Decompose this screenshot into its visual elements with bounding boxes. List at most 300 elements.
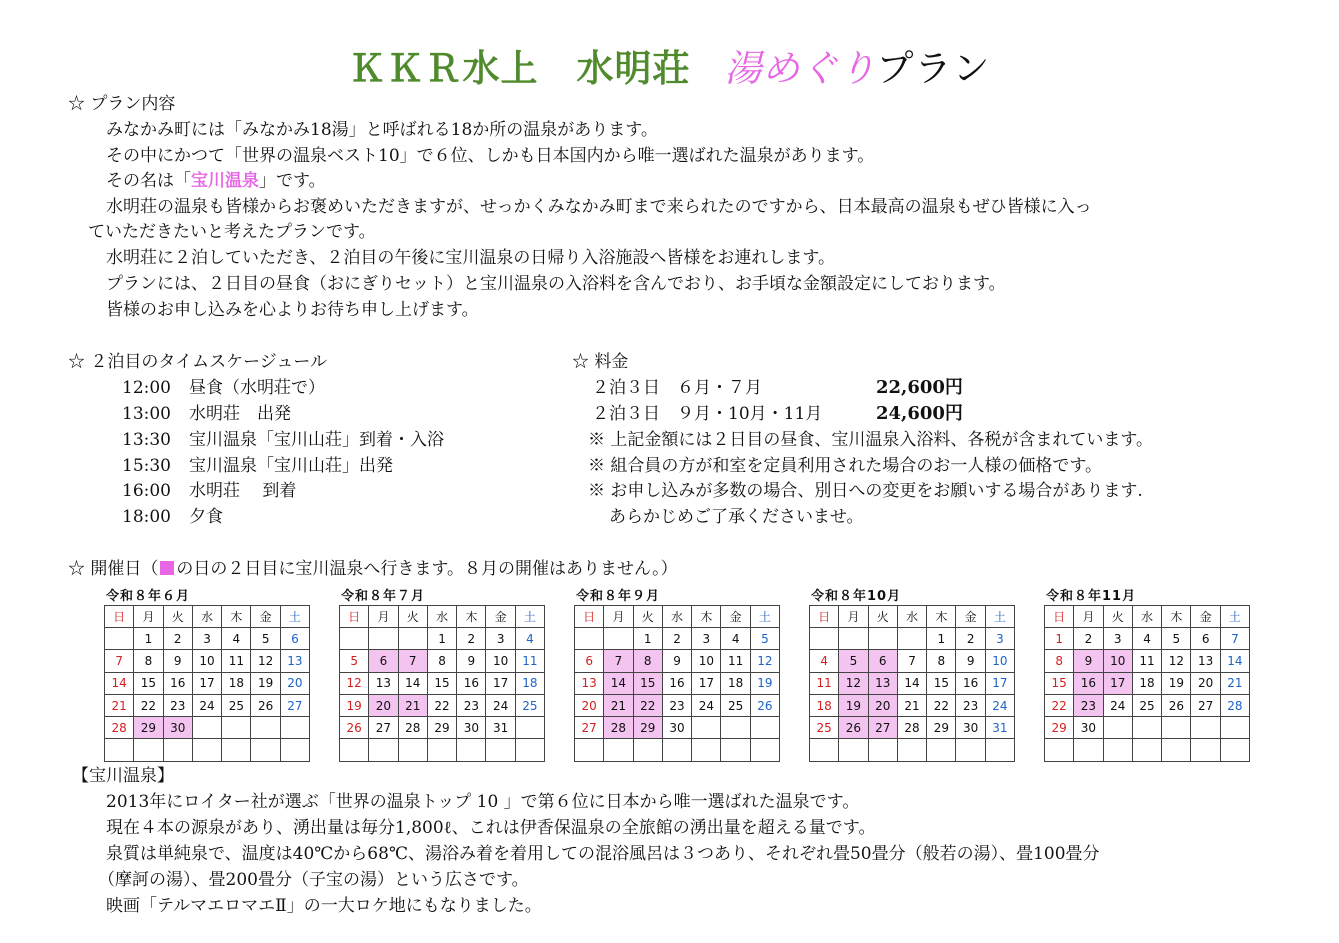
calendar-empty-cell <box>662 739 691 761</box>
calendar-day: 29 <box>427 717 456 739</box>
calendar-day: 20 <box>280 672 309 694</box>
calendar-week-row <box>340 694 545 716</box>
calendar-day: 12 <box>1162 650 1191 672</box>
calendar-week-row <box>105 672 310 694</box>
calendar-day: 5 <box>1162 628 1191 650</box>
calendar-week-row <box>1045 694 1250 716</box>
calendar-day: 20 <box>369 694 398 716</box>
weekday-label: 火 <box>1103 606 1132 628</box>
calendar-day: 16 <box>662 672 691 694</box>
calendar-day: 15 <box>1045 672 1074 694</box>
calendar-day: 8 <box>1045 650 1074 672</box>
calendar-day: 21 <box>1220 672 1249 694</box>
calendar-empty-cell <box>956 739 985 761</box>
calendar-day: 3 <box>1103 628 1132 650</box>
calendar-day: 13 <box>369 672 398 694</box>
calendar-week-row <box>105 650 310 672</box>
calendar-empty-cell <box>1103 717 1132 739</box>
calendar-day: 21 <box>105 694 134 716</box>
highlight-swatch <box>160 561 174 575</box>
calendar-day: 3 <box>985 628 1014 650</box>
calendar-day: 9 <box>163 650 192 672</box>
page-title <box>0 38 1339 92</box>
calendar-day: 26 <box>251 694 280 716</box>
weekday-label: 月 <box>1074 606 1103 628</box>
plan-line-7: プランには、２日目の昼食（おにぎりセット）と宝川温泉の入浴料を含んでおり、お手頃な金額設定にしております。 <box>106 274 1006 294</box>
calendar-week-row <box>105 694 310 716</box>
calendar-day: 28 <box>105 717 134 739</box>
title-hotel: ＫＫＲ水上 水明荘 <box>348 46 691 90</box>
calendar-title: 令和８年10月 <box>811 589 902 604</box>
schedule-heading: ☆ ２泊目のタイムスケージュール <box>68 352 328 372</box>
calendar-day: 9 <box>457 650 486 672</box>
calendar-week-row <box>340 739 545 761</box>
calendar-day: 24 <box>692 694 721 716</box>
calendar-day: 17 <box>1103 672 1132 694</box>
weekday-label: 水 <box>662 606 691 628</box>
takara-line-4: （摩訶の湯）、畳200畳分（子宝の湯）という広さです。 <box>98 870 529 890</box>
calendar-week-row <box>575 672 780 694</box>
calendar-week-row <box>340 650 545 672</box>
calendar-empty-cell <box>575 739 604 761</box>
weekday-label: 木 <box>222 606 251 628</box>
calendar-empty-cell <box>692 739 721 761</box>
dates-heading-pre: ☆ 開催日（ <box>68 559 159 579</box>
calendar-day: 30 <box>163 717 192 739</box>
calendar-empty-cell <box>1132 739 1161 761</box>
calendar-empty-cell <box>192 739 221 761</box>
calendar-day: 8 <box>134 650 163 672</box>
calendar-empty-cell <box>575 628 604 650</box>
weekday-label: 日 <box>105 606 134 628</box>
calendar-table <box>104 605 310 762</box>
calendar-empty-cell <box>897 739 926 761</box>
takara-line-3: 泉質は単純泉で、温度は40℃から68℃、湯浴み着を着用しての混浴風呂は３つあり、それぞれ畳50畳分（般若の湯）、畳100畳分 <box>106 844 1100 864</box>
calendar-empty-cell <box>515 717 544 739</box>
plan-line-1: みなかみ町には「みなかみ18湯」と呼ばれる18か所の温泉があります。 <box>106 120 658 140</box>
calendar-week-row <box>810 739 1015 761</box>
calendar-day: 7 <box>897 650 926 672</box>
calendar-day: 13 <box>1191 650 1220 672</box>
calendar-day: 3 <box>192 628 221 650</box>
calendar-day: 6 <box>868 650 897 672</box>
weekday-label: 木 <box>692 606 721 628</box>
calendar-empty-cell <box>897 628 926 650</box>
plan-line-3 <box>106 170 326 192</box>
calendar-day: 25 <box>810 717 839 739</box>
calendar-title: 令和８年７月 <box>341 589 426 604</box>
calendar-day: 9 <box>662 650 691 672</box>
calendar-day: 4 <box>810 650 839 672</box>
dates-heading-post: の日の２日目に宝川温泉へ行きます。８月の開催はありません。） <box>176 559 678 579</box>
calendar-empty-cell <box>251 717 280 739</box>
calendar-empty-cell <box>369 628 398 650</box>
plan-heading: ☆ プラン内容 <box>68 94 176 114</box>
calendar-empty-cell <box>280 717 309 739</box>
plan-line-8: 皆様のお申し込みを心よりお待ち申し上げます。 <box>106 300 479 320</box>
calendar-day: 16 <box>956 672 985 694</box>
weekday-label: 月 <box>604 606 633 628</box>
calendar-day: 26 <box>340 717 369 739</box>
calendar-empty-cell <box>105 628 134 650</box>
calendar-day: 27 <box>868 717 897 739</box>
calendar-day: 10 <box>192 650 221 672</box>
calendar-day: 21 <box>604 694 633 716</box>
plan-line-4: 水明荘の温泉も皆様からお褒めいただきますが、せっかくみなかみ町まで来られたのですから、日本最高の温泉もぜひ皆様に入っ <box>106 197 1092 217</box>
calendar-empty-cell <box>721 717 750 739</box>
calendar-day: 2 <box>163 628 192 650</box>
calendar-day: 14 <box>1220 650 1249 672</box>
calendar-day: 19 <box>251 672 280 694</box>
calendar-day: 19 <box>750 672 779 694</box>
fee-note-4: あらかじめご了承くださいませ。 <box>609 507 864 527</box>
calendar-week-row <box>105 717 310 739</box>
calendar-empty-cell <box>251 739 280 761</box>
schedule-text: 水明荘 到着 <box>189 481 297 501</box>
calendar-empty-cell <box>868 628 897 650</box>
calendar-day: 1 <box>1045 628 1074 650</box>
calendar-day: 22 <box>633 694 662 716</box>
calendar-empty-cell <box>810 739 839 761</box>
dates-heading <box>68 558 678 580</box>
calendar-header-row <box>575 606 780 628</box>
calendar-day: 10 <box>1103 650 1132 672</box>
calendar-day: 27 <box>575 717 604 739</box>
calendar-week-row <box>1045 650 1250 672</box>
schedule-text: 水明荘 出発 <box>189 404 291 424</box>
calendar-day: 2 <box>1074 628 1103 650</box>
calendar-day: 25 <box>1132 694 1161 716</box>
calendar-header-row <box>340 606 545 628</box>
weekday-label: 土 <box>280 606 309 628</box>
calendar-week-row <box>575 628 780 650</box>
calendar-day: 15 <box>427 672 456 694</box>
calendar-empty-cell <box>398 739 427 761</box>
calendar-week-row <box>1045 739 1250 761</box>
calendar-empty-cell <box>457 739 486 761</box>
weekday-label: 日 <box>340 606 369 628</box>
calendar-day: 7 <box>398 650 427 672</box>
weekday-label: 土 <box>515 606 544 628</box>
calendar-day: 4 <box>1132 628 1161 650</box>
calendar-empty-cell <box>604 739 633 761</box>
calendar-day: 11 <box>810 672 839 694</box>
calendar-day: 18 <box>515 672 544 694</box>
calendar-day: 20 <box>868 694 897 716</box>
calendar-empty-cell <box>721 739 750 761</box>
plan-line-3-post: 」です。 <box>259 171 326 191</box>
fee-note-1: ※ 上記金額には２日目の昼食、宝川温泉入浴料、各税が含まれています。 <box>588 430 1154 450</box>
calendar-day: 10 <box>486 650 515 672</box>
calendar-empty-cell <box>604 628 633 650</box>
calendar-day: 7 <box>1220 628 1249 650</box>
plan-line-3-pre: その名は「 <box>106 171 191 191</box>
weekday-label: 日 <box>810 606 839 628</box>
takara-line-1: 2013年にロイター社が選ぶ「世界の温泉トップ 10 」で第６位に日本から唯一選ばれた温泉です。 <box>106 792 860 812</box>
calendar-day: 5 <box>750 628 779 650</box>
calendar-week-row <box>340 717 545 739</box>
fee-row-2-label: ２泊３日 ９月・10月・11月 <box>592 404 823 424</box>
calendar-day: 3 <box>692 628 721 650</box>
calendar-day: 14 <box>897 672 926 694</box>
plan-line-6: 水明荘に２泊していただき、２泊目の午後に宝川温泉の日帰り入浴施設へ皆様をお連れします。 <box>106 248 835 268</box>
calendar-day: 28 <box>398 717 427 739</box>
calendar-day: 4 <box>515 628 544 650</box>
calendar-empty-cell <box>1074 739 1103 761</box>
weekday-label: 日 <box>1045 606 1074 628</box>
calendar-day: 16 <box>163 672 192 694</box>
calendar-empty-cell <box>105 739 134 761</box>
calendar-day: 19 <box>1162 672 1191 694</box>
calendar-day: 25 <box>515 694 544 716</box>
calendar-day: 6 <box>1191 628 1220 650</box>
weekday-label: 水 <box>1132 606 1161 628</box>
calendar-day: 1 <box>927 628 956 650</box>
calendar-week-row <box>575 739 780 761</box>
calendar-empty-cell <box>134 739 163 761</box>
calendar-day: 28 <box>604 717 633 739</box>
calendar-day: 21 <box>897 694 926 716</box>
calendar-day: 12 <box>839 672 868 694</box>
calendar-day: 23 <box>662 694 691 716</box>
weekday-label: 火 <box>633 606 662 628</box>
fee-row-2-price: 24,600円 <box>876 403 963 424</box>
weekday-label: 月 <box>369 606 398 628</box>
schedule-time: 15:30 <box>122 456 171 476</box>
calendar-empty-cell <box>427 739 456 761</box>
calendar-week-row <box>810 694 1015 716</box>
calendar-day: 2 <box>457 628 486 650</box>
calendar-day: 8 <box>927 650 956 672</box>
calendar-empty-cell <box>1103 739 1132 761</box>
calendar-day: 7 <box>604 650 633 672</box>
calendar-table <box>339 605 545 762</box>
calendar-week-row <box>810 628 1015 650</box>
schedule-text: 昼食（水明荘で） <box>189 378 325 398</box>
calendar-day: 30 <box>1074 717 1103 739</box>
calendar-day: 9 <box>956 650 985 672</box>
fee-note-3: ※ お申し込みが多数の場合、別日への変更をお願いする場合があります. <box>588 481 1143 501</box>
calendar-day: 18 <box>721 672 750 694</box>
schedule-time: 13:30 <box>122 430 171 450</box>
weekday-label: 土 <box>985 606 1014 628</box>
calendar-empty-cell <box>927 739 956 761</box>
weekday-label: 日 <box>575 606 604 628</box>
calendar-day: 5 <box>839 650 868 672</box>
calendar-day: 12 <box>340 672 369 694</box>
calendar-day: 16 <box>457 672 486 694</box>
weekday-label: 金 <box>956 606 985 628</box>
calendar-day: 10 <box>985 650 1014 672</box>
calendar-empty-cell <box>750 739 779 761</box>
calendar-empty-cell <box>515 739 544 761</box>
calendar-day: 24 <box>486 694 515 716</box>
calendar-empty-cell <box>486 739 515 761</box>
calendar-day: 27 <box>280 694 309 716</box>
calendar-empty-cell <box>750 717 779 739</box>
calendar-day: 15 <box>927 672 956 694</box>
calendar-day: 6 <box>280 628 309 650</box>
calendar-day: 30 <box>956 717 985 739</box>
calendar-empty-cell <box>192 717 221 739</box>
calendar-day: 17 <box>486 672 515 694</box>
calendar-day: 14 <box>604 672 633 694</box>
calendar-day: 13 <box>280 650 309 672</box>
calendar-day: 12 <box>251 650 280 672</box>
schedule-time: 16:00 <box>122 481 171 501</box>
calendar-day: 21 <box>398 694 427 716</box>
weekday-label: 木 <box>927 606 956 628</box>
weekday-label: 土 <box>1220 606 1249 628</box>
calendar-week-row <box>340 672 545 694</box>
calendar-day: 22 <box>1045 694 1074 716</box>
calendar-day: 23 <box>1074 694 1103 716</box>
calendar-day: 5 <box>340 650 369 672</box>
calendar-week-row <box>810 717 1015 739</box>
calendar-day: 26 <box>1162 694 1191 716</box>
calendar-week-row <box>1045 717 1250 739</box>
calendar-empty-cell <box>1045 739 1074 761</box>
fee-note-2: ※ 組合員の方が和室を定員利用された場合のお一人様の価格です。 <box>588 456 1103 476</box>
fee-row-1-label: ２泊３日 ６月・７月 <box>592 378 762 398</box>
calendar-title: 令和８年９月 <box>576 589 661 604</box>
calendar-empty-cell <box>810 628 839 650</box>
weekday-label: 金 <box>251 606 280 628</box>
calendar-week-row <box>575 694 780 716</box>
weekday-label: 土 <box>750 606 779 628</box>
calendar-table <box>1044 605 1250 762</box>
calendar-empty-cell <box>340 628 369 650</box>
calendar-week-row <box>340 628 545 650</box>
calendar-week-row <box>105 739 310 761</box>
calendar-day: 14 <box>105 672 134 694</box>
takara-line-5: 映画「テルマエロマエⅡ」の一大ロケ地にもなりました。 <box>106 896 542 916</box>
calendar-empty-cell <box>1162 717 1191 739</box>
weekday-label: 金 <box>486 606 515 628</box>
calendar-day: 14 <box>398 672 427 694</box>
calendar-table <box>574 605 780 762</box>
calendar-day: 18 <box>222 672 251 694</box>
plan-line-2: その中にかつて「世界の温泉ベスト10」で６位、しかも日本国内から唯一選ばれた温泉があります。 <box>106 146 875 166</box>
calendar-empty-cell <box>1191 739 1220 761</box>
calendar-day: 30 <box>457 717 486 739</box>
calendar-day: 27 <box>1191 694 1220 716</box>
calendar-day: 28 <box>1220 694 1249 716</box>
calendar-day: 16 <box>1074 672 1103 694</box>
weekday-label: 金 <box>721 606 750 628</box>
calendar-day: 3 <box>486 628 515 650</box>
takara-heading: 【宝川温泉】 <box>72 766 174 786</box>
weekday-label: 水 <box>192 606 221 628</box>
calendar-day: 29 <box>927 717 956 739</box>
title-highlight: 湯めぐり <box>724 47 877 90</box>
calendar-day: 1 <box>633 628 662 650</box>
title-plan: プラン <box>876 47 991 90</box>
calendar-day: 5 <box>251 628 280 650</box>
calendar-day: 22 <box>927 694 956 716</box>
calendar-day: 29 <box>633 717 662 739</box>
calendar-empty-cell <box>222 717 251 739</box>
calendar-title: 令和８年11月 <box>1046 589 1137 604</box>
calendar-empty-cell <box>163 739 192 761</box>
calendar-day: 29 <box>134 717 163 739</box>
calendar-day: 13 <box>868 672 897 694</box>
calendar-day: 9 <box>1074 650 1103 672</box>
calendar-day: 7 <box>105 650 134 672</box>
takara-line-2: 現在４本の源泉があり、湧出量は毎分1,800ℓ、これは伊香保温泉の全旅館の湧出量を超える量です。 <box>106 818 876 838</box>
calendar-week-row <box>810 650 1015 672</box>
calendar-day: 27 <box>369 717 398 739</box>
calendar-day: 23 <box>956 694 985 716</box>
calendar-day: 17 <box>985 672 1014 694</box>
calendar-table <box>809 605 1015 762</box>
calendar-week-row <box>105 628 310 650</box>
calendar-empty-cell <box>398 628 427 650</box>
calendar-day: 10 <box>692 650 721 672</box>
calendar-empty-cell <box>340 739 369 761</box>
calendar-day: 2 <box>956 628 985 650</box>
calendar-empty-cell <box>1191 717 1220 739</box>
calendar-header-row <box>1045 606 1250 628</box>
calendar-day: 6 <box>575 650 604 672</box>
calendar-day: 11 <box>1132 650 1161 672</box>
weekday-label: 木 <box>1162 606 1191 628</box>
calendar-day: 17 <box>692 672 721 694</box>
weekday-label: 水 <box>897 606 926 628</box>
calendar-day: 11 <box>721 650 750 672</box>
calendar-empty-cell <box>1220 739 1249 761</box>
weekday-label: 木 <box>457 606 486 628</box>
schedule-text: 宝川温泉「宝川山荘」出発 <box>189 456 393 476</box>
weekday-label: 金 <box>1191 606 1220 628</box>
calendar-week-row <box>810 672 1015 694</box>
calendar-day: 19 <box>340 694 369 716</box>
calendar-empty-cell <box>633 739 662 761</box>
schedule-time: 12:00 <box>122 378 171 398</box>
calendar-empty-cell <box>1220 717 1249 739</box>
takaragawa-name: 宝川温泉 <box>191 171 259 191</box>
calendar-day: 20 <box>575 694 604 716</box>
weekday-label: 水 <box>427 606 456 628</box>
calendar-day: 11 <box>515 650 544 672</box>
calendar-day: 30 <box>662 717 691 739</box>
calendar-week-row <box>575 650 780 672</box>
calendar-day: 2 <box>662 628 691 650</box>
calendar-title: 令和８年６月 <box>106 589 191 604</box>
calendar-day: 18 <box>810 694 839 716</box>
calendar-empty-cell <box>222 739 251 761</box>
calendar-day: 4 <box>222 628 251 650</box>
calendar-day: 26 <box>750 694 779 716</box>
fee-row-1-price: 22,600円 <box>876 377 963 398</box>
calendar-empty-cell <box>985 739 1014 761</box>
schedule-time: 18:00 <box>122 507 171 527</box>
calendar-day: 31 <box>985 717 1014 739</box>
calendar-empty-cell <box>369 739 398 761</box>
calendar-day: 24 <box>985 694 1014 716</box>
calendar-day: 11 <box>222 650 251 672</box>
calendar-day: 8 <box>633 650 662 672</box>
calendar-day: 25 <box>222 694 251 716</box>
calendar-day: 6 <box>369 650 398 672</box>
calendar-day: 24 <box>192 694 221 716</box>
calendar-empty-cell <box>839 739 868 761</box>
weekday-label: 月 <box>134 606 163 628</box>
calendar-empty-cell <box>868 739 897 761</box>
plan-line-5: ていただきたいと考えたプランです。 <box>88 222 376 242</box>
calendar-empty-cell <box>1132 717 1161 739</box>
calendar-day: 15 <box>633 672 662 694</box>
